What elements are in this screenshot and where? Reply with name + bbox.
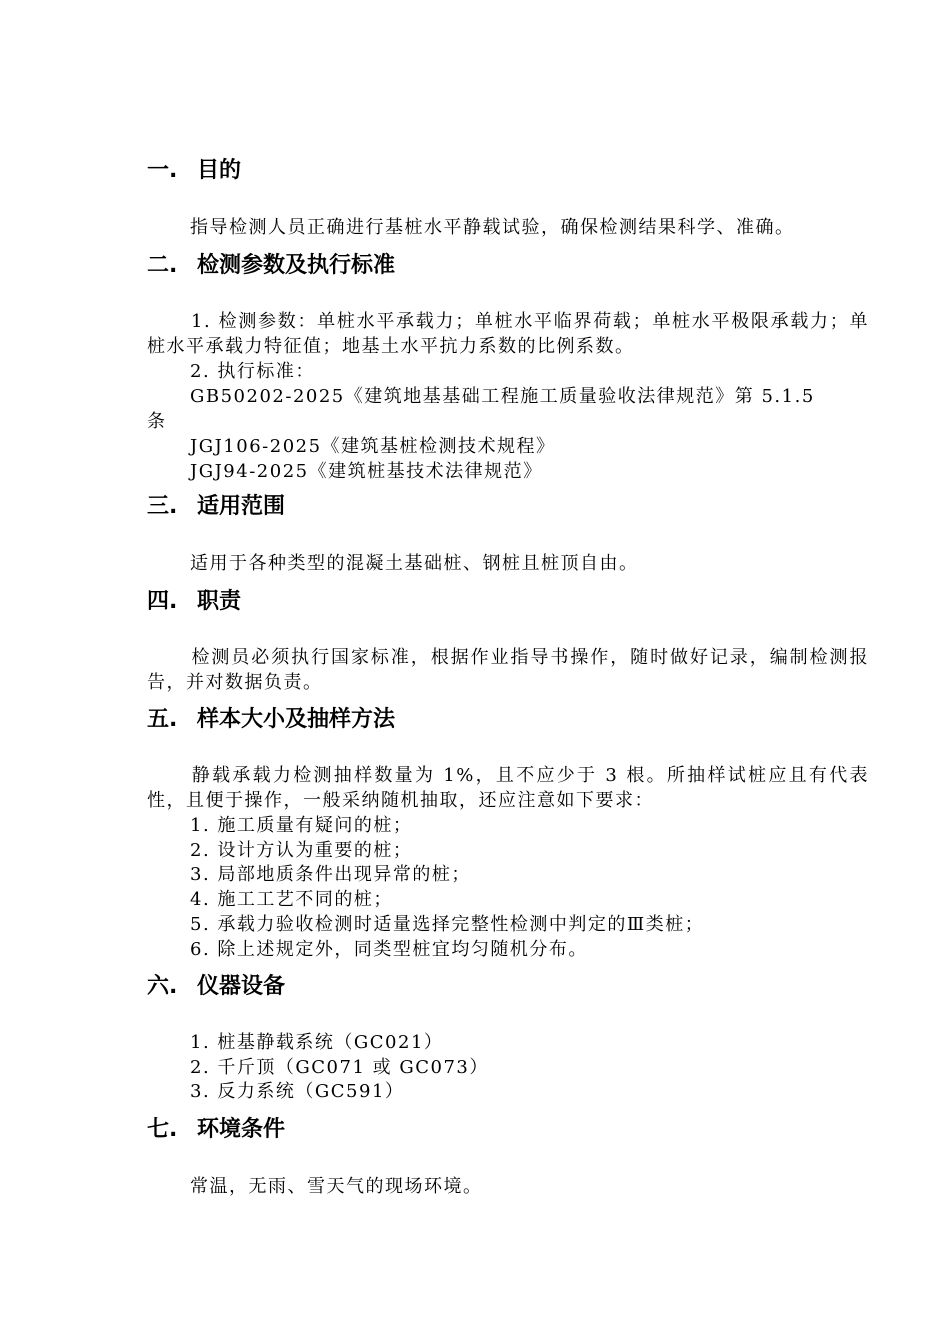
section-title: 职责	[197, 589, 242, 614]
section-heading-environment	[147, 1117, 285, 1143]
list-item: 5. 承载力验收检测时适量选择完整性检测中判定的Ⅲ类桩；	[190, 914, 705, 935]
parameters-paragraph	[147, 309, 869, 359]
section-heading-responsibility	[147, 589, 241, 615]
section-number: 一.	[147, 158, 178, 183]
section-heading-purpose	[147, 158, 241, 184]
section-heading-equipment	[147, 974, 285, 1000]
section-title: 仪器设备	[197, 974, 286, 999]
section-title: 检测参数及执行标准	[197, 253, 396, 278]
standard-gb50202-line2: 条	[147, 411, 167, 432]
section-number: 四.	[147, 589, 178, 614]
section-title: 环境条件	[197, 1117, 286, 1142]
list-item: 1. 桩基静载系统（GC021）	[190, 1032, 444, 1053]
purpose-paragraph: 指导检测人员正确进行基桩水平静载试验，确保检测结果科学、准确。	[190, 217, 795, 238]
environment-paragraph: 常温，无雨、雪天气的现场环境。	[190, 1176, 483, 1197]
sampling-text: 静载承载力检测抽样数量为 1%，且不应少于 3 根。所抽样试桩应且有代表性，且便于操作，一般采纳随机抽取，还应注意如下要求：	[147, 765, 869, 811]
standard-jgj106: JGJ106-2025《建筑基桩检测技术规程》	[190, 436, 556, 457]
standards-label: 2. 执行标准：	[190, 361, 315, 382]
section-title: 样本大小及抽样方法	[197, 707, 396, 732]
list-item: 4. 施工工艺不同的桩；	[190, 889, 393, 910]
section-heading-scope	[147, 494, 285, 520]
section-number: 五.	[147, 707, 178, 732]
list-item: 1. 施工质量有疑问的桩；	[190, 815, 413, 836]
section-number: 七.	[147, 1117, 178, 1142]
list-item: 6. 除上述规定外，同类型桩宜均匀随机分布。	[190, 939, 588, 960]
parameters-text: 1. 检测参数：单桩水平承载力；单桩水平临界荷载；单桩水平极限承载力；单桩水平承载力特征值；地基土水平抗力系数的比例系数。	[147, 311, 869, 357]
list-item: 3. 局部地质条件出现异常的桩；	[190, 864, 471, 885]
list-item: 3. 反力系统（GC591）	[190, 1081, 405, 1102]
list-item: 2. 设计方认为重要的桩；	[190, 840, 413, 861]
responsibility-paragraph	[147, 645, 869, 695]
sampling-paragraph	[147, 763, 869, 813]
standard-jgj94: JGJ94-2025《建筑桩基技术法律规范》	[190, 461, 543, 482]
section-title: 适用范围	[197, 494, 286, 519]
scope-paragraph: 适用于各种类型的混凝土基础桩、钢桩且桩顶自由。	[190, 553, 639, 574]
list-item: 2. 千斤顶（GC071 或 GC073）	[190, 1057, 489, 1078]
section-heading-parameters	[147, 253, 395, 279]
responsibility-text: 检测员必须执行国家标准，根据作业指导书操作，随时做好记录，编制检测报告，并对数据负责。	[147, 647, 869, 693]
section-number: 三.	[147, 494, 178, 519]
standard-gb50202-line1: GB50202-2025《建筑地基基础工程施工质量验收法律规范》第 5.1.5	[190, 386, 815, 407]
section-title: 目的	[197, 158, 242, 183]
section-number: 二.	[147, 253, 178, 278]
section-number: 六.	[147, 974, 178, 999]
section-heading-sampling	[147, 707, 395, 733]
